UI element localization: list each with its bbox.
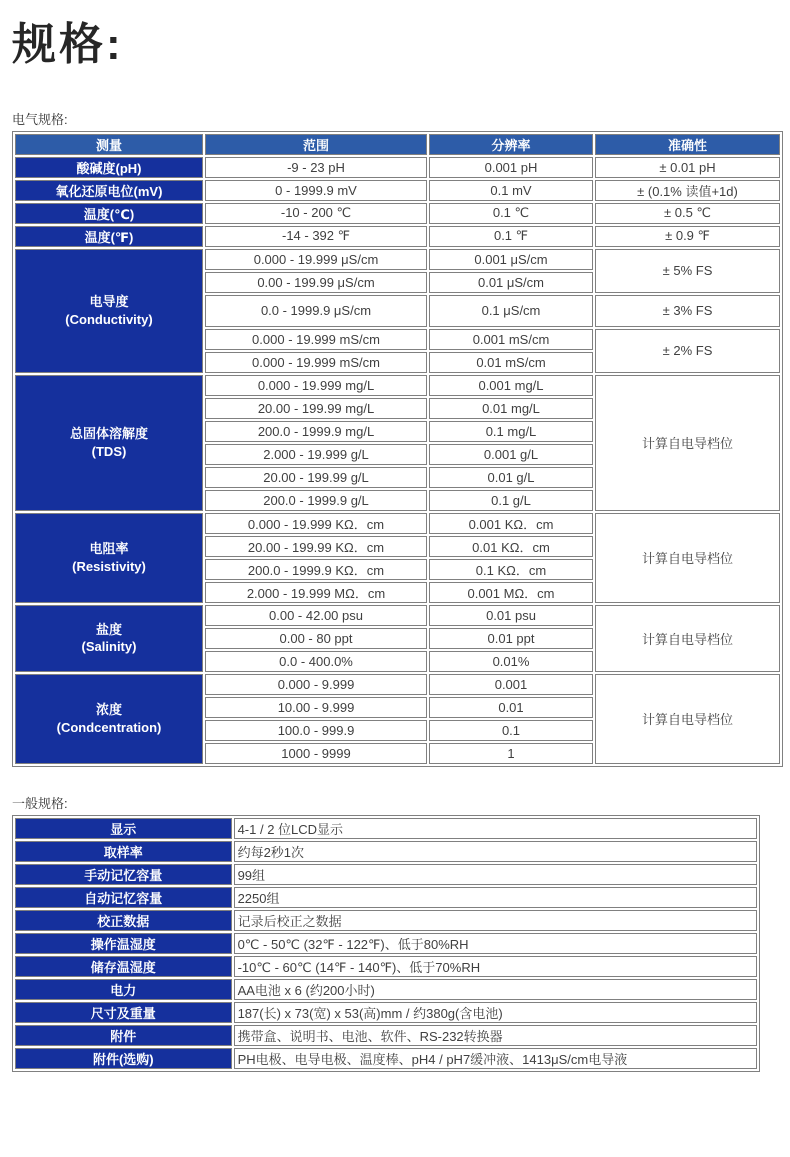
accuracy-cell: ± (0.1% 读值+1d) bbox=[595, 180, 780, 201]
general-spec-table bbox=[12, 815, 760, 1072]
resolution-cell: 0.001 g/L bbox=[429, 444, 593, 465]
page-title: 规格: bbox=[12, 20, 124, 69]
accuracy-cell: ± 3% FS bbox=[595, 295, 780, 327]
range-cell: 0.00 - 80 ppt bbox=[205, 628, 427, 649]
accuracy-cell: ± 0.5 ℃ bbox=[595, 203, 780, 224]
resolution-cell: 0.1 g/L bbox=[429, 490, 593, 511]
resolution-cell: 0.01 mS/cm bbox=[429, 352, 593, 373]
table-row-salinity bbox=[15, 605, 780, 626]
general-spec-label: 一般规格: bbox=[12, 795, 68, 811]
general-value-cell: 约每2秒1次 bbox=[234, 841, 757, 862]
table-row-display bbox=[15, 818, 757, 839]
general-value-cell: 记录后校正之数据 bbox=[234, 910, 757, 931]
accuracy-cell: 计算自电导档位 bbox=[595, 375, 780, 511]
group-label-cn: 盐度 bbox=[95, 621, 122, 637]
header-measurement: 测量 bbox=[15, 134, 203, 155]
table-row-orp bbox=[15, 180, 780, 201]
general-label-cell: 附件(选购) bbox=[15, 1048, 232, 1069]
range-cell: -10 - 200 ℃ bbox=[205, 203, 427, 224]
electrical-spec-label: 电气规格: bbox=[12, 111, 68, 127]
range-cell: 2.000 - 19.999 MΩ．cm bbox=[205, 582, 427, 603]
range-cell: 200.0 - 1999.9 KΩ．cm bbox=[205, 559, 427, 580]
range-cell: 10.00 - 9.999 bbox=[205, 697, 427, 718]
general-value-cell: 2250组 bbox=[234, 887, 757, 908]
electrical-spec-table bbox=[12, 131, 783, 767]
range-cell: 0.00 - 42.00 psu bbox=[205, 605, 427, 626]
range-cell: 200.0 - 1999.9 g/L bbox=[205, 490, 427, 511]
measurement-group-cell bbox=[15, 249, 203, 373]
resolution-cell: 0.01% bbox=[429, 651, 593, 672]
table-row-concentration bbox=[15, 674, 780, 695]
general-label-cell: 显示 bbox=[15, 818, 232, 839]
resolution-cell: 0.001 μS/cm bbox=[429, 249, 593, 270]
resolution-cell: 0.1 mg/L bbox=[429, 421, 593, 442]
range-cell: 0.0 - 1999.9 μS/cm bbox=[205, 295, 427, 327]
range-cell: 0.000 - 9.999 bbox=[205, 674, 427, 695]
range-cell: -9 - 23 pH bbox=[205, 157, 427, 178]
table-row-power bbox=[15, 979, 757, 1000]
resolution-cell: 0.001 mS/cm bbox=[429, 329, 593, 350]
table-row-calibration-data bbox=[15, 910, 757, 931]
resolution-cell: 0.001 bbox=[429, 674, 593, 695]
resolution-cell: 0.1 ℃ bbox=[429, 203, 593, 224]
range-cell: 1000 - 9999 bbox=[205, 743, 427, 764]
accuracy-cell: 计算自电导档位 bbox=[595, 674, 780, 764]
general-value-cell: 4-1 / 2 位LCD显示 bbox=[234, 818, 757, 839]
table-header-row bbox=[15, 134, 780, 155]
group-label-cn: 浓度 bbox=[95, 702, 122, 718]
accuracy-cell: ± 0.9 ℉ bbox=[595, 226, 780, 247]
range-cell: 0.00 - 199.99 μS/cm bbox=[205, 272, 427, 293]
resolution-cell: 0.001 MΩ．cm bbox=[429, 582, 593, 603]
general-label-cell: 储存温湿度 bbox=[15, 956, 232, 977]
table-row-ph bbox=[15, 157, 780, 178]
group-label-en: (Condcentration) bbox=[56, 719, 162, 735]
range-cell: 0.000 - 19.999 mg/L bbox=[205, 375, 427, 396]
range-cell: 0.000 - 19.999 mS/cm bbox=[205, 352, 427, 373]
resolution-cell: 0.01 bbox=[429, 697, 593, 718]
group-label-cn: 总固体溶解度 bbox=[69, 426, 148, 442]
range-cell: -14 - 392 ℉ bbox=[205, 226, 427, 247]
general-label-cell: 自动记忆容量 bbox=[15, 887, 232, 908]
general-label-cell: 操作温湿度 bbox=[15, 933, 232, 954]
table-row-resistivity bbox=[15, 513, 780, 534]
general-value-cell: AA电池 x 6 (约200小时) bbox=[234, 979, 757, 1000]
measurement-group-cell: 酸碱度(pH) bbox=[15, 157, 203, 178]
table-row-sampling-rate bbox=[15, 841, 757, 862]
range-cell: 0.000 - 19.999 KΩ．cm bbox=[205, 513, 427, 534]
range-cell: 200.0 - 1999.9 mg/L bbox=[205, 421, 427, 442]
general-value-cell: 187(长) x 73(宽) x 53(高)mm / 约380g(含电池) bbox=[234, 1002, 757, 1023]
accuracy-cell: 计算自电导档位 bbox=[595, 513, 780, 603]
measurement-group-cell bbox=[15, 513, 203, 603]
resolution-cell: 0.001 pH bbox=[429, 157, 593, 178]
group-label-cn: 电导度 bbox=[89, 294, 129, 310]
resolution-cell: 0.01 μS/cm bbox=[429, 272, 593, 293]
general-label-cell: 尺寸及重量 bbox=[15, 1002, 232, 1023]
resolution-cell: 0.1 ℉ bbox=[429, 226, 593, 247]
group-label-en: (Conductivity) bbox=[65, 311, 153, 327]
resolution-cell: 0.1 KΩ．cm bbox=[429, 559, 593, 580]
range-cell: 2.000 - 19.999 g/L bbox=[205, 444, 427, 465]
group-label-en: (Resistivity) bbox=[72, 558, 146, 574]
accuracy-cell: ± 5% FS bbox=[595, 249, 780, 293]
measurement-group-cell bbox=[15, 375, 203, 511]
resolution-cell: 0.01 psu bbox=[429, 605, 593, 626]
accuracy-cell: ± 0.01 pH bbox=[595, 157, 780, 178]
general-value-cell: 携带盒、说明书、电池、软件、RS-232转换器 bbox=[234, 1025, 757, 1046]
range-cell: 0.0 - 400.0% bbox=[205, 651, 427, 672]
header-accuracy: 准确性 bbox=[595, 134, 780, 155]
table-row-tds bbox=[15, 375, 780, 396]
accuracy-cell: ± 2% FS bbox=[595, 329, 780, 373]
table-row-conductivity bbox=[15, 249, 780, 270]
resolution-cell: 0.001 mg/L bbox=[429, 375, 593, 396]
group-label-cn: 电阻率 bbox=[89, 541, 129, 557]
group-label-en: (TDS) bbox=[91, 443, 127, 459]
resolution-cell: 0.1 bbox=[429, 720, 593, 741]
table-row-storage-temp bbox=[15, 956, 757, 977]
range-cell: 100.0 - 999.9 bbox=[205, 720, 427, 741]
table-row-dimensions-weight bbox=[15, 1002, 757, 1023]
general-label-cell: 校正数据 bbox=[15, 910, 232, 931]
range-cell: 20.00 - 199.99 mg/L bbox=[205, 398, 427, 419]
resolution-cell: 0.1 μS/cm bbox=[429, 295, 593, 327]
header-range: 范围 bbox=[205, 134, 427, 155]
table-row-accessories bbox=[15, 1025, 757, 1046]
general-label-cell: 附件 bbox=[15, 1025, 232, 1046]
resolution-cell: 0.01 KΩ．cm bbox=[429, 536, 593, 557]
range-cell: 20.00 - 199.99 KΩ．cm bbox=[205, 536, 427, 557]
resolution-cell: 0.01 ppt bbox=[429, 628, 593, 649]
resolution-cell: 0.001 KΩ．cm bbox=[429, 513, 593, 534]
table-row-operating-temp bbox=[15, 933, 757, 954]
range-cell: 20.00 - 199.99 g/L bbox=[205, 467, 427, 488]
resolution-cell: 1 bbox=[429, 743, 593, 764]
general-value-cell: 99组 bbox=[234, 864, 757, 885]
range-cell: 0 - 1999.9 mV bbox=[205, 180, 427, 201]
general-value-cell: PH电极、电导电极、温度棒、pH4 / pH7缓冲液、1413μS/cm电导液 bbox=[234, 1048, 757, 1069]
measurement-group-cell: 温度(℃) bbox=[15, 203, 203, 224]
range-cell: 0.000 - 19.999 mS/cm bbox=[205, 329, 427, 350]
general-label-cell: 取样率 bbox=[15, 841, 232, 862]
general-label-cell: 手动记忆容量 bbox=[15, 864, 232, 885]
accuracy-cell: 计算自电导档位 bbox=[595, 605, 780, 672]
range-cell: 0.000 - 19.999 μS/cm bbox=[205, 249, 427, 270]
table-row-temp-f bbox=[15, 226, 780, 247]
resolution-cell: 0.01 mg/L bbox=[429, 398, 593, 419]
group-label-en: (Salinity) bbox=[81, 639, 137, 655]
general-label-cell: 电力 bbox=[15, 979, 232, 1000]
measurement-group-cell bbox=[15, 674, 203, 764]
resolution-cell: 0.1 mV bbox=[429, 180, 593, 201]
table-row-auto-memory bbox=[15, 887, 757, 908]
table-row-manual-memory bbox=[15, 864, 757, 885]
table-row-temp-c bbox=[15, 203, 780, 224]
header-resolution: 分辨率 bbox=[429, 134, 593, 155]
measurement-group-cell: 温度(℉) bbox=[15, 226, 203, 247]
measurement-group-cell bbox=[15, 605, 203, 672]
general-value-cell: -10℃ - 60℃ (14℉ - 140℉)、低于70%RH bbox=[234, 956, 757, 977]
general-value-cell: 0℃ - 50℃ (32℉ - 122℉)、低于80%RH bbox=[234, 933, 757, 954]
measurement-group-cell: 氧化还原电位(mV) bbox=[15, 180, 203, 201]
table-row-optional-accessories bbox=[15, 1048, 757, 1069]
resolution-cell: 0.01 g/L bbox=[429, 467, 593, 488]
